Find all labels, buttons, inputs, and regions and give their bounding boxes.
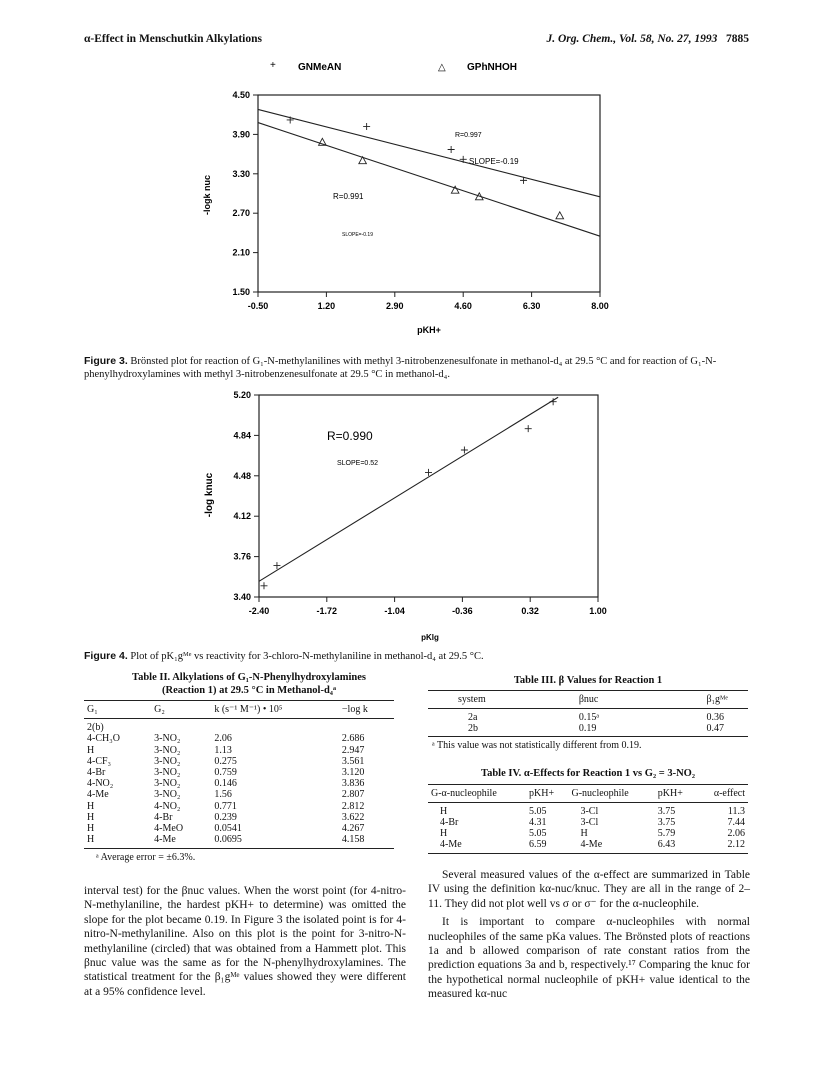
figure-4-y-label: -log knuc (204, 472, 215, 518)
table-4-cell: 3-Cl (580, 805, 599, 817)
figure-3-r-lower: R=0.991 (333, 192, 364, 201)
figure-3-r-upper: R=0.997 (455, 132, 482, 139)
journal-citation: J. Org. Chem., Vol. 58, No. 27, 1993 (546, 33, 718, 45)
table-2-cell: 2.812 (341, 800, 365, 812)
figure-4-point-plus (273, 562, 280, 569)
legend-symbol-triangle: △ (438, 62, 446, 73)
table-4-col-pkh-2: pKH+ (655, 784, 697, 802)
figure-3-slope-upper: SLOPE=-0.19 (469, 157, 519, 166)
table-2-cell: 4-Me (154, 834, 176, 846)
table-4-body (428, 802, 748, 850)
table-4-cell: 6.59 (529, 839, 547, 851)
figure-3-y-tick-label: 3.90 (232, 129, 250, 140)
table-3-block (428, 675, 748, 751)
figure-4-plot-frame (259, 395, 598, 597)
table-2-cell: 0.0541 (214, 823, 242, 835)
table-2-cell: 3-NO₂ (154, 789, 181, 801)
page-number: 7885 (726, 33, 749, 45)
table-4-cell: 7.44 (727, 816, 745, 828)
table-2-row (84, 719, 394, 734)
running-header-journal (546, 33, 749, 45)
table-2-cell: 2.06 (214, 733, 232, 745)
table-3-cell: 2b (468, 722, 478, 734)
table-4-block (428, 768, 748, 854)
table-4-cell: 3-Cl (580, 816, 599, 828)
table-2-cell: 0.275 (214, 755, 237, 767)
table-4-cell: 4.31 (529, 816, 547, 828)
figure-4-x-tick-label: -1.04 (384, 606, 405, 616)
figure-3-x-tick-label: 4.60 (454, 301, 472, 311)
table-2-cell: 3.836 (341, 778, 365, 790)
table-3-title: Table III. β Values for Reaction 1 (513, 675, 663, 686)
figure-4-r: R=0.990 (327, 429, 373, 443)
legend-label-gphnhoh: GPhNHOH (467, 62, 517, 73)
table-3-col-blg: β₁gᴹᵉ (640, 690, 748, 708)
figure-4-y-ticks (233, 390, 259, 602)
figure-3-y-tick-label: 3.30 (232, 168, 250, 179)
table-2-cell: H (87, 834, 95, 846)
figure-4-y-tick-label: 4.48 (233, 470, 251, 481)
figure-3-marks (258, 109, 600, 236)
table-2-title (84, 672, 414, 697)
figure-3-y-label: -logk nuc (202, 175, 212, 215)
figure-3-y-tick-label: 2.10 (232, 247, 250, 258)
table-2-cell: 4-CF₃ (87, 755, 112, 767)
figure-4-x-tick-label: -0.36 (452, 606, 473, 616)
figure-4-point-plus (525, 425, 532, 432)
table-4-cell: H (440, 805, 448, 817)
figure-3-caption-text: Brönsted plot for reaction of G₁-N-methylanilines with methyl 3-nitrobenzenesulfonate in methanol-d₄ at 29.5 °C and for reaction of G₁-N-phenylhydroxylamines with methyl 3-nitrobenzenesulfonate at 29.5 °C in methanol-d₄. (84, 356, 717, 380)
table-2 (84, 700, 394, 845)
table-2-cell: 0.146 (214, 778, 237, 790)
right-column-paragraph-1: Several measured values of the α-effect are summarized in Table IV using the definition kα-nuc/knuc. They are all in the range of 2–11. They did not plot well vs σ or σ⁻ for the α-nucleophile. (428, 869, 750, 910)
table-4-cell: 4-Me (580, 839, 603, 851)
legend-symbol-plus: + (270, 60, 276, 71)
figure-4-x-tick-label: 0.32 (521, 606, 539, 616)
figure-4-slope: SLOPE=0.52 (337, 460, 379, 467)
table-3-cell: 0.36 (706, 711, 724, 723)
table-4-col-alpha-effect: α-effect (697, 784, 748, 802)
table-2-cell: 4-Me (87, 789, 109, 801)
table-2-row (84, 834, 394, 845)
table-3-row (428, 723, 748, 734)
figure-4-point-plus (461, 446, 468, 453)
figure-3-y-ticks (232, 90, 258, 297)
right-column-text (428, 868, 750, 1002)
table-4-col-alpha-nuc: G-α-nucleophile (428, 784, 526, 802)
table-2-cell: 3.622 (341, 811, 365, 823)
table-2-row (84, 801, 394, 812)
table-4-cell: 3.75 (657, 816, 676, 828)
table-4-cell: 5.05 (529, 828, 547, 840)
table-2-footnote: ᵃ Average error = ±6.3%. (96, 852, 196, 864)
figure-4-x-label: pKlg (421, 633, 439, 642)
figure-4-x-ticks (249, 597, 607, 616)
table-3-col-system: system (428, 690, 576, 708)
table-4-row (428, 828, 748, 839)
table-3-body (428, 708, 748, 734)
table-4-cell: H (580, 828, 588, 840)
table-2-cell: H (87, 800, 95, 812)
table-2-cell (151, 719, 211, 734)
table-2-cell: 4-Br (154, 811, 173, 823)
table-2-row (84, 733, 394, 744)
table-2-cell: 4-NO₂ (154, 800, 181, 812)
figure-3-x-tick-label: 2.90 (386, 301, 404, 311)
table-2-cell: 4.267 (341, 823, 365, 835)
figure-3-x-ticks (248, 292, 609, 311)
table-2-cell: 1.56 (214, 789, 232, 801)
table-3-cell: 0.47 (706, 722, 724, 734)
table-2-cell: 0.759 (214, 767, 237, 779)
table-2-title-line-2: (Reaction 1) at 29.5 °C in Methanol-d₄ᵃ (161, 684, 337, 696)
figure-4-point-plus (260, 582, 267, 589)
table-2-cell (211, 719, 339, 734)
table-2-cell: 4-NO₂ (87, 778, 114, 790)
table-2-header-row (84, 701, 394, 719)
figure-3-chart (0, 50, 829, 355)
figure-4-y-tick-label: 4.84 (233, 430, 251, 441)
left-column-text (84, 884, 406, 999)
table-4 (428, 784, 748, 851)
table-2-title-line-1: Table II. Alkylations of G₁-N-Phenylhydroxylamines (132, 672, 366, 683)
table-4-cell: 3.75 (657, 805, 676, 817)
figure-4-x-tick-label: 1.00 (589, 606, 607, 616)
table-3-header-row (428, 690, 748, 708)
legend-label-gnmean: GNMeAN (298, 62, 342, 73)
table-4-cell: H (440, 828, 448, 840)
table-4-header-row (428, 784, 748, 802)
table-4-row (428, 839, 748, 850)
figure-4-x-tick-label: -1.72 (316, 606, 338, 616)
table-2-cell: 2(b) (87, 722, 104, 734)
figure-3-x-tick-label: 6.30 (522, 301, 541, 311)
table-2-row (84, 767, 394, 778)
figure-3-point-plus (363, 123, 370, 130)
table-2-cell: 3.561 (341, 755, 365, 767)
table-2-cell: 2.807 (341, 789, 365, 801)
table-4-row (428, 802, 748, 817)
table-2-row (84, 778, 394, 789)
table-2-row (84, 745, 394, 756)
figure-3-caption-label: Figure 3. (84, 355, 128, 367)
table-2-cell: 0.239 (214, 811, 237, 823)
figure-4-caption-text: Plot of pK₁gᴹᵉ vs reactivity for 3-chloro-N-methylaniline in methanol-d₄ at 29.5 °C. (130, 651, 484, 662)
table-2-cell: 4-Br (87, 767, 106, 779)
table-2-cell: 3-NO₂ (154, 778, 181, 790)
table-4-cell: 2.06 (727, 828, 745, 840)
table-2-block (84, 672, 414, 863)
table-2-row (84, 812, 394, 823)
table-2-cell: 1.13 (214, 744, 232, 756)
right-column-paragraph-2: It is important to compare α-nucleophiles with normal nucleophiles of the same pKa values. The Brönsted plots of reactions 1a and b allowed comparison of rate constant ratios from the prediction equations 3a and b, respectively.¹⁷ Comparing the knuc for the hypothetical normal nucleophile of pKH+ value identical to the measured kα-nuc (428, 916, 750, 1001)
table-2-cell: 3-NO₂ (154, 767, 181, 779)
figure-4-y-tick-label: 5.20 (233, 390, 251, 400)
table-4-cell: 5.79 (657, 828, 676, 840)
figure-3-legend (270, 60, 517, 73)
table-2-col-logk: −log k (339, 701, 394, 719)
table-3-row (428, 708, 748, 723)
table-3-cell: 0.15ᵃ (578, 711, 600, 723)
table-2-row (84, 823, 394, 834)
table-2-cell: 3-NO₂ (154, 733, 181, 745)
table-2-cell (339, 719, 394, 734)
figure-3-plot-frame (258, 95, 600, 292)
table-4-cell: 11.3 (727, 805, 745, 817)
figure-3-caption (84, 355, 754, 381)
figure-4-y-tick-label: 4.12 (233, 511, 251, 522)
figure-3-point-plus (448, 146, 455, 153)
figure-3-y-tick-label: 4.50 (232, 90, 250, 100)
table-2-cell: 0.771 (214, 800, 237, 812)
table-2-cell: 4-CH₃O (87, 733, 120, 745)
table-4-row (428, 817, 748, 828)
figure-4-y-tick-label: 3.40 (233, 592, 251, 602)
figure-3-point-triangle (556, 212, 564, 219)
figure-4-caption (84, 650, 754, 664)
figure-3-fit-line-2 (258, 123, 600, 237)
table-4-cell: 4-Me (440, 839, 462, 851)
running-header-title: α-Effect in Menschutkin Alkylations (84, 33, 262, 45)
table-2-cell: H (87, 744, 95, 756)
figure-3-point-plus (460, 156, 467, 163)
table-3-cell: 2a (468, 711, 478, 723)
figure-4-marks (259, 397, 558, 589)
table-2-cell: H (87, 811, 95, 823)
figure-4-x-tick-label: -2.40 (248, 606, 270, 616)
table-4-cell: 2.12 (727, 839, 745, 851)
figure-4-chart (0, 385, 829, 645)
figure-4-caption-label: Figure 4. (84, 650, 128, 662)
table-2-cell: 3-NO₂ (154, 744, 181, 756)
table-4-cell: 6.43 (657, 839, 676, 851)
table-2-col-g1: G₁ (84, 701, 151, 719)
table-3 (428, 690, 748, 735)
left-column-paragraph: interval test) for the βnuc values. When the worst point (for 4-nitro-N-methylaniline, the hardest pKH+ to determine) was omitted the slope for the plot became 0.19. In Figure 3 the isolated point is for 4-nitro-N-methylaniline. Also on this plot is the point for 3-nitro-N-methylaniline (circled) that was obtained from a Hammett plot. This βnuc value was the same as for the N-phenylhydroxylamines. The statistical treatment for the β₁gᴹᵉ values showed they were different at a 95% confidence level. (84, 885, 406, 998)
figure-3-y-tick-label: 2.70 (232, 208, 250, 219)
table-2-body (84, 719, 394, 846)
table-2-col-k: k (s⁻¹ M⁻¹) • 10⁵ (211, 701, 339, 719)
table-4-cell: 4-Br (440, 816, 459, 828)
table-2-cell: 2.947 (341, 744, 365, 756)
figure-4-y-tick-label: 3.76 (233, 551, 251, 562)
figure-3-x-tick-label: -0.50 (247, 301, 269, 311)
table-2-cell: 2.686 (341, 733, 365, 745)
figure-3-fit-line-1 (258, 109, 600, 196)
table-2-col-g2: G₂ (151, 701, 211, 719)
table-2-cell: 3-NO₂ (154, 755, 181, 767)
table-2-cell: 0.0695 (214, 834, 242, 846)
figure-3-x-tick-label: 1.20 (317, 301, 336, 311)
table-4-col-pkh-1: pKH+ (526, 784, 568, 802)
figure-4-fit-line-1 (259, 397, 558, 581)
table-4-title: Table IV. α-Effects for Reaction 1 vs G₂ = 3-NO₂ (481, 768, 695, 779)
figure-3-slope-lower: SLOPE=-0.19 (342, 232, 373, 238)
table-2-row (84, 789, 394, 800)
table-4-col-g-nuc: G-nucleophile (568, 784, 654, 802)
table-2-cell: 4-MeO (154, 823, 184, 835)
table-3-footnote: ᵃ This value was not statistically different from 0.19. (432, 740, 642, 752)
figure-3-y-tick-label: 1.50 (232, 287, 250, 297)
figure-3-x-tick-label: 8.00 (591, 301, 609, 311)
table-3-cell: 0.19 (578, 722, 597, 734)
table-2-row (84, 756, 394, 767)
table-2-cell: 3.120 (341, 767, 365, 779)
table-2-cell: H (87, 823, 95, 835)
table-4-cell: 5.05 (529, 805, 547, 817)
figure-3-x-label: pKH+ (417, 325, 441, 335)
table-3-col-bnuc: βnuc (576, 690, 640, 708)
table-2-cell: 4.158 (341, 834, 365, 846)
